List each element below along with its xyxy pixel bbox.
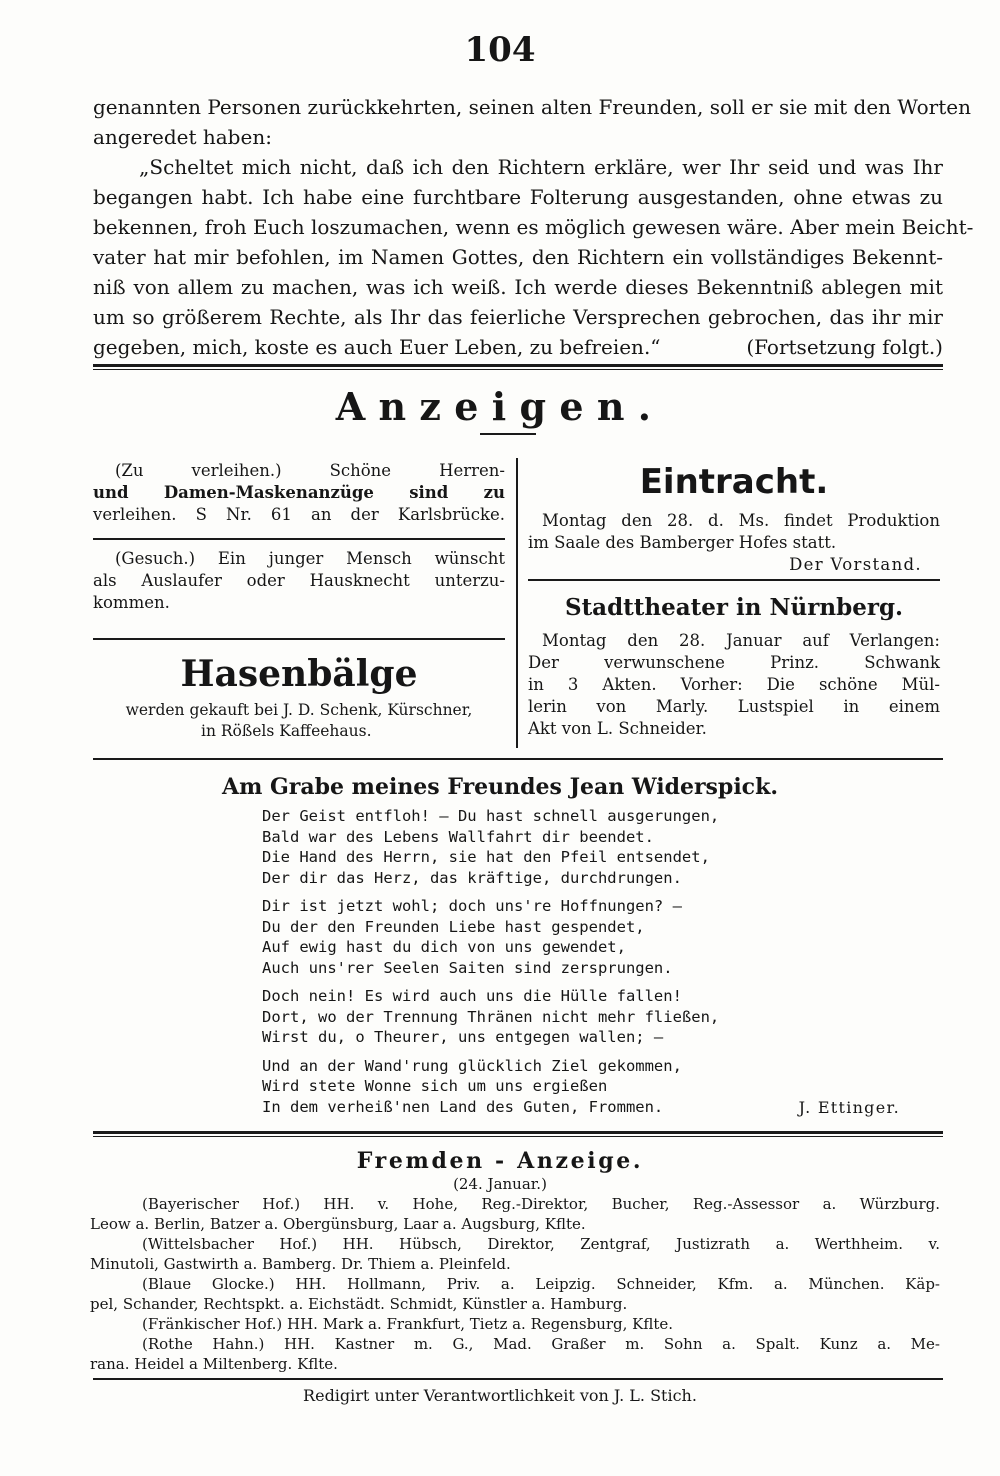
fremden-line: (Blaue Glocke.) HH. Hollmann, Priv. a. Leipzig. Schneider, Kfm. a. München. Käp-: [142, 1275, 940, 1293]
poem-author: J. Ettinger.: [798, 1098, 900, 1117]
ads-heading: Anzeigen.: [335, 384, 665, 429]
ad-gesuch-line: (Gesuch.) Ein junger Mensch wünscht: [115, 549, 505, 568]
poem-line: Der Geist entfloh! — Du hast schnell ausgerungen,: [262, 807, 720, 825]
fremden-line: (Fränkischer Hof.) HH. Mark a. Frankfurt, Tietz a. Regensburg, Kflte.: [142, 1315, 674, 1333]
fremden-line: (Rothe Hahn.) HH. Kastner m. G., Mad. Graßer m. Sohn a. Spalt. Kunz a. Me-: [142, 1335, 940, 1353]
ads-left-column: [93, 460, 505, 526]
section-rule: [93, 1131, 943, 1134]
poem-line: Der dir das Herz, das kräftige, durchdrungen.: [262, 868, 682, 887]
story-line: angeredet haben:: [93, 125, 272, 149]
section-rule: [93, 1136, 943, 1137]
ad-theater-line: Der verwunschene Prinz. Schwank: [528, 653, 940, 672]
ad-gesuch: [93, 548, 505, 614]
fremden-line: rana. Heidel a Miltenberg. Kflte.: [90, 1355, 338, 1373]
footer-text: Redigirt unter Verantwortlichkeit von J. L. Stich.: [303, 1386, 697, 1405]
fremden-line: Minutoli, Gastwirth a. Bamberg. Dr. Thiem a. Pleinfeld.: [90, 1255, 511, 1273]
ad-hasenbaelge-title: Hasenbälge: [180, 653, 418, 695]
ad-hasenbaelge: [93, 648, 505, 742]
section-rule: [93, 364, 943, 367]
ads-bottom-rule: [93, 758, 943, 760]
fremden-line: (Wittelsbacher Hof.) HH. Hübsch, Direktor, Zentgraf, Justizrath a. Werthheim. v.: [142, 1235, 940, 1253]
poem-line: Doch nein! Es wird auch uns die Hülle fallen!: [262, 987, 682, 1005]
ad-gesuch-line: kommen.: [93, 593, 170, 612]
ad-verleihen-line: und Damen-Maskenanzüge sind zu: [93, 483, 505, 502]
page-number: 104: [464, 30, 536, 70]
ad-eintracht-body: [528, 510, 940, 576]
ad-hasenbaelge-line: in Rößels Kaffeehaus.: [201, 722, 372, 740]
ad-theater-title: Stadttheater in Nürnberg.: [564, 594, 904, 621]
fremden-line: Leow a. Berlin, Batzer a. Obergünsburg, Laar a. Augsburg, Kflte.: [90, 1215, 586, 1233]
heading-underline: [480, 433, 536, 435]
ad-eintracht-signature: Der Vorstand.: [789, 555, 922, 574]
poem-title: Am Grabe meines Freundes Jean Widerspick.: [222, 774, 778, 800]
ad-verleihen-line: verleihen. S Nr. 61 an der Karlsbrücke.: [93, 505, 505, 524]
poem-line: Auch uns'rer Seelen Saiten sind zersprungen.: [262, 958, 673, 977]
ad-rule: [528, 579, 940, 581]
fremden-list: [90, 1194, 940, 1374]
ad-theater-line: Akt von L. Schneider.: [528, 719, 707, 738]
ad-gesuch-line: als Auslaufer oder Hausknecht unterzu-: [93, 571, 505, 590]
poem-line: Und an der Wand'rung glücklich Ziel gekommen,: [262, 1056, 682, 1075]
ad-eintracht: [528, 456, 940, 508]
story-line: vater hat mir befohlen, im Namen Gottes, den Richtern ein vollständiges Bekennt-: [93, 245, 943, 269]
column-divider: [516, 458, 518, 748]
poem-line: Wird stete Wonne sich um uns ergießen: [262, 1077, 608, 1095]
story-line: begangen habt. Ich habe eine furchtbare Folterung ausgestanden, ohne etwas zu: [93, 185, 943, 209]
fremden-line: pel, Schander, Rechtspkt. a. Eichstädt. Schmidt, Künstler a. Hamburg.: [90, 1295, 628, 1313]
ad-theater: [528, 588, 940, 628]
continuation-note: (Fortsetzung folgt.): [746, 335, 943, 359]
story-line: genannten Personen zurückkehrten, seinen alten Freunden, soll er sie mit den Worten: [93, 95, 971, 119]
fremden-line: (Bayerischer Hof.) HH. v. Hohe, Reg.-Direktor, Bucher, Reg.-Assessor a. Würzburg.: [142, 1195, 940, 1213]
ad-rule: [93, 538, 505, 540]
ad-eintracht-title: Eintracht.: [639, 462, 829, 502]
story-line: gegeben, mich, koste es auch Euer Leben, zu befreien.“: [93, 335, 661, 359]
poem-line: In dem verheiß'nen Land des Guten, Frommen.: [262, 1097, 664, 1116]
story-line: niß von allem zu machen, was ich weiß. Ich werde dieses Bekenntniß ablegen mit: [93, 275, 943, 299]
ad-theater-line: lerin von Marly. Lustspiel in einem: [528, 697, 940, 716]
footer-rule: [93, 1378, 943, 1380]
story-last-line: [93, 332, 943, 362]
fremden-heading: Fremden - Anzeige.: [356, 1148, 644, 1174]
stanza-gap: [262, 978, 822, 986]
story-line: um so größerem Rechte, als Ihr das feierliche Versprechen gebrochen, das ihr mir: [93, 305, 943, 329]
fremden-date: (24. Januar.): [453, 1175, 547, 1193]
poem-line: Dort, wo der Trennung Thränen nicht mehr fließen,: [262, 1007, 720, 1026]
ad-theater-line: in 3 Akten. Vorher: Die schöne Mül-: [528, 675, 940, 694]
stanza-gap: [262, 1048, 822, 1056]
ad-rule: [93, 638, 505, 640]
poem-line: Dir ist jetzt wohl; doch uns're Hoffnungen? —: [262, 897, 682, 915]
ad-theater-line: Montag den 28. Januar auf Verlangen:: [542, 631, 940, 650]
section-rule: [93, 369, 943, 370]
story-line: bekennen, froh Euch loszumachen, wenn es möglich gewesen wäre. Aber mein Beicht-: [93, 215, 974, 239]
ad-eintracht-line: Montag den 28. d. Ms. findet Produktion: [542, 511, 940, 530]
poem-text: [262, 806, 822, 1117]
poem-line: Auf ewig hast du dich von uns gewendet,: [262, 938, 626, 956]
story-line: „Scheltet mich nicht, daß ich den Richtern erkläre, wer Ihr seid und was Ihr: [139, 155, 943, 179]
stanza-gap: [262, 888, 822, 896]
story-text: [93, 92, 974, 362]
ad-hasenbaelge-line: werden gekauft bei J. D. Schenk, Kürschner,: [125, 701, 473, 719]
poem-line: Bald war des Lebens Wallfahrt dir beendet.: [262, 827, 654, 846]
ad-theater-body: [528, 630, 940, 740]
ad-verleihen-line: (Zu verleihen.) Schöne Herren-: [115, 461, 505, 480]
ad-eintracht-line: im Saale des Bamberger Hofes statt.: [528, 533, 837, 552]
poem-line: Die Hand des Herrn, sie hat den Pfeil entsendet,: [262, 848, 710, 866]
poem-line: Wirst du, o Theurer, uns entgegen wallen; —: [262, 1028, 664, 1046]
poem-line: Du der den Freunden Liebe hast gespendet,: [262, 917, 645, 936]
